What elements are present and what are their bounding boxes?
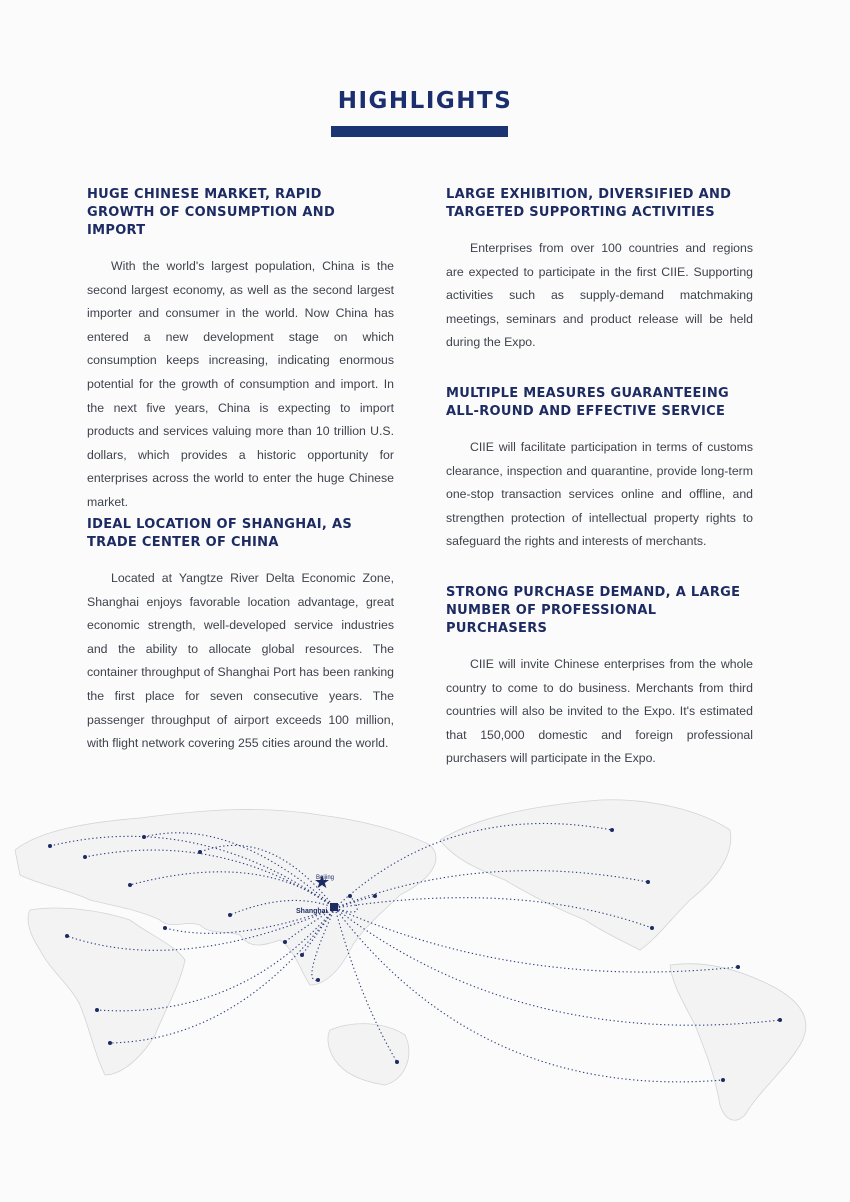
route-endpoint (128, 883, 132, 887)
route-endpoint (373, 894, 377, 898)
route-line (335, 908, 738, 972)
title-underline-bar (331, 126, 508, 137)
route-endpoint (721, 1078, 725, 1082)
beijing-label: Beijing (316, 875, 335, 881)
section-large-exhibition (446, 186, 753, 355)
section-heading: MULTIPLE MEASURES GUARANTEEING ALL-ROUND AND EFFECTIVE SERVICE (446, 386, 729, 419)
section-body: Located at Yangtze River Delta Economic Zone, Shanghai enjoys favorable location advantage, great economic strength, well-developed service industries and the ability to allocate global resources. The container throughput of Shanghai Port has been ranking the first place for seven consecutive years. The passenger throughput of airport exceeds 100 million, with flight network covering 255 cities around the world. (87, 571, 394, 751)
route-endpoint (316, 978, 320, 982)
route-endpoint (283, 940, 287, 944)
route-endpoint (108, 1041, 112, 1045)
north-america-outline (440, 800, 731, 950)
page-title: HIGHLIGHTS (337, 88, 513, 114)
route-endpoint (736, 965, 740, 969)
section-body: Enterprises from over 100 countries and regions are expected to participate in the first CIIE. Supporting activities such as supply-demand matchmaking meetings, seminars and product release will be held during the Expo. (446, 241, 753, 350)
route-endpoint (650, 926, 654, 930)
section-huge-chinese-market (87, 186, 394, 515)
section-heading: IDEAL LOCATION OF SHANGHAI, AS TRADE CENTER OF CHINA (87, 517, 352, 550)
australia-outline (328, 1024, 409, 1085)
route-endpoint (646, 880, 650, 884)
section-multiple-measures (446, 385, 753, 554)
africa-outline (28, 908, 185, 1075)
route-endpoint (610, 828, 614, 832)
route-endpoint (778, 1018, 782, 1022)
shanghai-label: Shanghai (296, 908, 328, 915)
route-endpoint (83, 855, 87, 859)
route-endpoint (65, 934, 69, 938)
continent-outlines (15, 800, 806, 1120)
section-heading: STRONG PURCHASE DEMAND, A LARGE NUMBER OF PROFESSIONAL PURCHASERS (446, 585, 741, 636)
route-endpoint (300, 953, 304, 957)
section-body: CIIE will invite Chinese enterprises from the whole country to come to do business. Merchants from third countries will also be invited to the Expo. It's estimated that 150,000 domestic and foreign professional purchasers will participate in the Expo. (446, 657, 753, 766)
route-endpoint (163, 926, 167, 930)
route-endpoint (348, 894, 352, 898)
section-heading: LARGE EXHIBITION, DIVERSIFIED AND TARGETED SUPPORTING ACTIVITIES (446, 187, 732, 220)
section-ideal-location (87, 516, 394, 756)
route-endpoint (228, 913, 232, 917)
route-endpoint (95, 1008, 99, 1012)
route-endpoint (198, 850, 202, 854)
section-heading: HUGE CHINESE MARKET, RAPID GROWTH OF CONSUMPTION AND IMPORT (87, 187, 336, 238)
section-strong-purchase-demand (446, 584, 753, 771)
route-endpoint (48, 844, 52, 848)
route-endpoint (395, 1060, 399, 1064)
section-body: CIIE will facilitate participation in terms of customs clearance, inspection and quarantine, provide long-term one-stop transaction services online and offline, and strengthen protection of intellectual property rights to safeguard the rights and interests of merchants. (446, 440, 753, 549)
world-route-map (0, 770, 850, 1150)
shanghai-hub-marker (330, 903, 338, 911)
section-body: With the world's largest population, China is the second largest economy, as well as the second largest importer and consumer in the world. Now China has entered a new development stage on which consumption keeps increasing, indicating enormous potential for the growth of consumption and import. In the next five years, China is expecting to import products and services valuing more than 10 trillion U.S. dollars, which provides a historic opportunity for enterprises across the world to enter the huge Chinese market. (87, 259, 394, 509)
south-america-outline (670, 964, 806, 1121)
route-endpoint (142, 835, 146, 839)
